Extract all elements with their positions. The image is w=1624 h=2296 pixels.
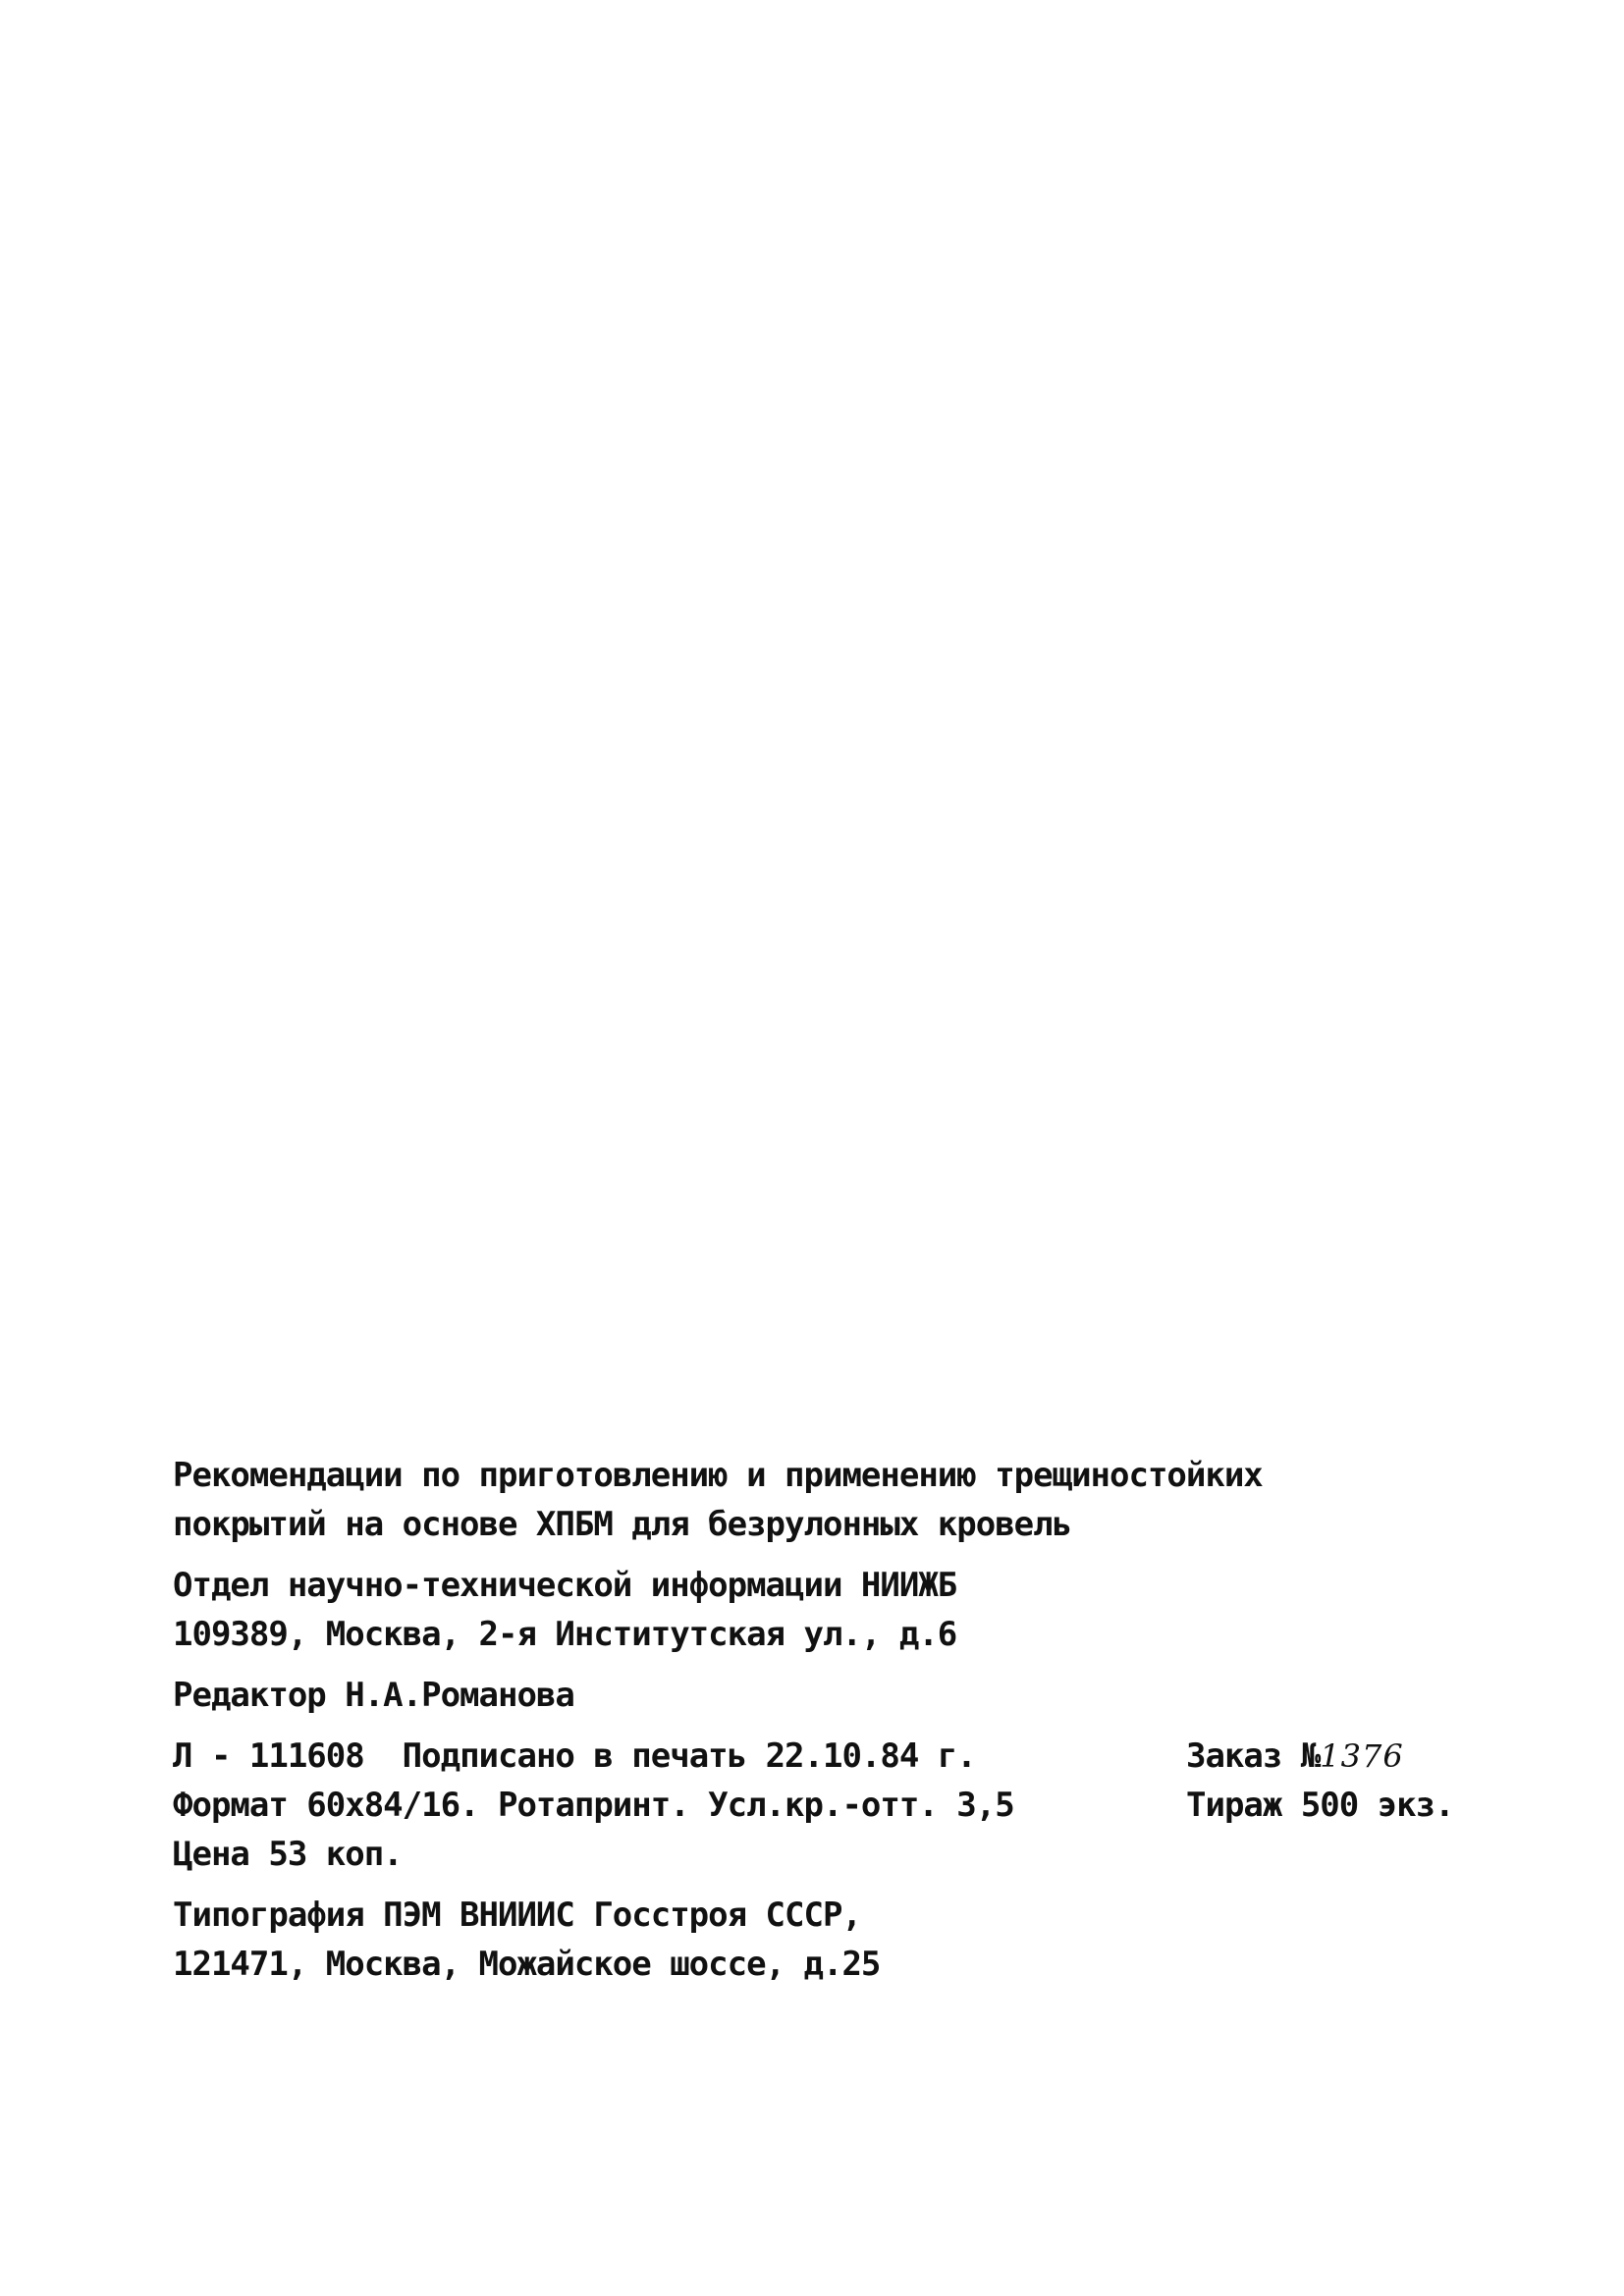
price: Цена 53 коп.: [173, 1835, 403, 1874]
printer-name: Типография ПЭМ ВНИИИС Госстроя СССР,: [173, 1896, 861, 1935]
format-info: Формат 60x84/16. Ротапринт. Усл.кр.-отт. 3,5: [173, 1786, 1014, 1825]
license-and-signed: [173, 1732, 976, 1781]
imprint-block: [173, 1451, 1489, 1989]
order-info: [1186, 1732, 1404, 1781]
publisher-name: Отдел научно-технической информации НИИЖБ: [173, 1566, 957, 1605]
format-row: [173, 1781, 1489, 1830]
order-number: 1376: [1320, 1737, 1404, 1775]
order-label: Заказ №: [1186, 1736, 1321, 1776]
editor: Редактор Н.А.Романова: [173, 1676, 574, 1715]
publisher-address: 109389, Москва, 2-я Институтская ул., д.6: [173, 1615, 957, 1654]
license-number: Л - 111608: [173, 1736, 364, 1776]
document-title-line-2: покрытий на основе ХПБМ для безрулонных кровель: [173, 1505, 1072, 1544]
document-title-line-1: Рекомендации по приготовлению и применению трещиностойких: [173, 1456, 1263, 1495]
signed-date: Подписано в печать 22.10.84 г.: [402, 1736, 976, 1776]
printer-address: 121471, Москва, Можайское шоссе, д.25: [173, 1945, 881, 1984]
license-row: [173, 1732, 1489, 1781]
circulation: Тираж 500 экз.: [1186, 1786, 1454, 1825]
